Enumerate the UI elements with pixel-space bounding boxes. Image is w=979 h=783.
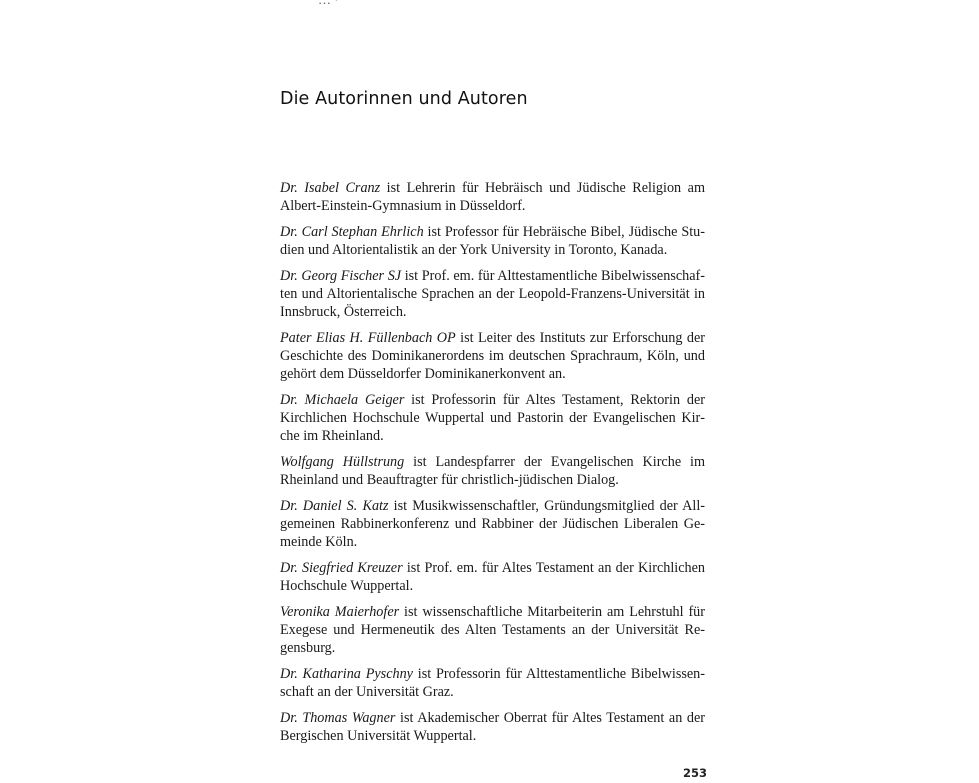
author-description: ist Leiter des Instituts zur Erforschung der Geschichte des Dominikanerordens im deutschen Sprachraum, Köln, und gehört dem Düsseldorfer Dominikanerkonvent an. — [280, 330, 705, 382]
author-description: ist Professorin für Alttestamentliche Bibelwissenschaft an der Universität Graz. — [280, 666, 706, 700]
page-title: Die Autorinnen und Autoren — [280, 89, 528, 109]
author-name: Dr. Carl Stephan Ehrlich — [280, 224, 424, 240]
author-bio — [280, 497, 705, 551]
author-name: Dr. Michaela Geiger — [280, 392, 405, 408]
author-list — [280, 179, 705, 753]
author-name: Dr. Siegfried Kreuzer — [280, 560, 403, 576]
author-description: ist Prof. em. für Altes Testament an der Kirchlichen Hochschule Wuppertal. — [280, 560, 705, 594]
author-bio — [280, 223, 705, 259]
author-description: ist Professor für Hebräische Bibel, Jüdische Studien und Altorientalistik an der York University in Toronto, Kanada. — [280, 224, 705, 258]
author-bio — [280, 603, 705, 657]
author-bio — [280, 267, 705, 321]
author-description: ist Professorin für Altes Testament, Rektorin der Kirchlichen Hochschule Wuppertal und Pastorin der Evangelischen Kirche im Rheinland. — [280, 392, 705, 444]
author-name: Pater Elias H. Füllenbach OP — [280, 330, 456, 346]
author-description: ist Lehrerin für Hebräisch und Jüdische Religion am Albert-Einstein-Gymnasium in Düsseldorf. — [280, 180, 705, 214]
author-name: Dr. Thomas Wagner — [280, 710, 396, 726]
author-bio — [280, 329, 705, 383]
author-description: ist Prof. em. für Alttestamentliche Bibelwissenschaften und Altorientalische Sprachen an der Leopold-Franzens-Universität in Innsbruck, Österreich. — [280, 268, 705, 320]
header-fragment — [318, 0, 339, 8]
author-bio — [280, 709, 705, 745]
author-name: Wolfgang Hüllstrung — [280, 454, 405, 470]
author-description: ist Musikwissenschaftler, Gründungsmitglied der Allgemeinen Rabbinerkonferenz und Rabbiner der Jüdischen Liberalen Gemeinde Köln. — [280, 498, 705, 550]
author-bio — [280, 559, 705, 595]
author-description: ist wissenschaftliche Mitarbeiterin am Lehrstuhl für Exegese und Hermeneutik des Alten Testaments an der Universität Regensburg. — [280, 604, 705, 656]
author-description: ist Akademischer Oberrat für Altes Testament an der Bergischen Universität Wuppertal. — [280, 710, 705, 744]
page-number: 253 — [683, 766, 708, 780]
author-bio — [280, 391, 705, 445]
author-name: Dr. Daniel S. Katz — [280, 498, 389, 514]
author-bio — [280, 453, 705, 489]
author-bio — [280, 665, 705, 701]
author-bio — [280, 179, 705, 215]
author-name: Dr. Georg Fischer SJ — [280, 268, 402, 284]
author-description: ist Landespfarrer der Evangelischen Kirche im Rheinland und Beauftragter für christlich-jüdischen Dialog. — [280, 454, 705, 488]
author-name: Veronika Maierhofer — [280, 604, 400, 620]
author-name: Dr. Katharina Pyschny — [280, 666, 413, 682]
author-name: Dr. Isabel Cranz — [280, 180, 381, 196]
